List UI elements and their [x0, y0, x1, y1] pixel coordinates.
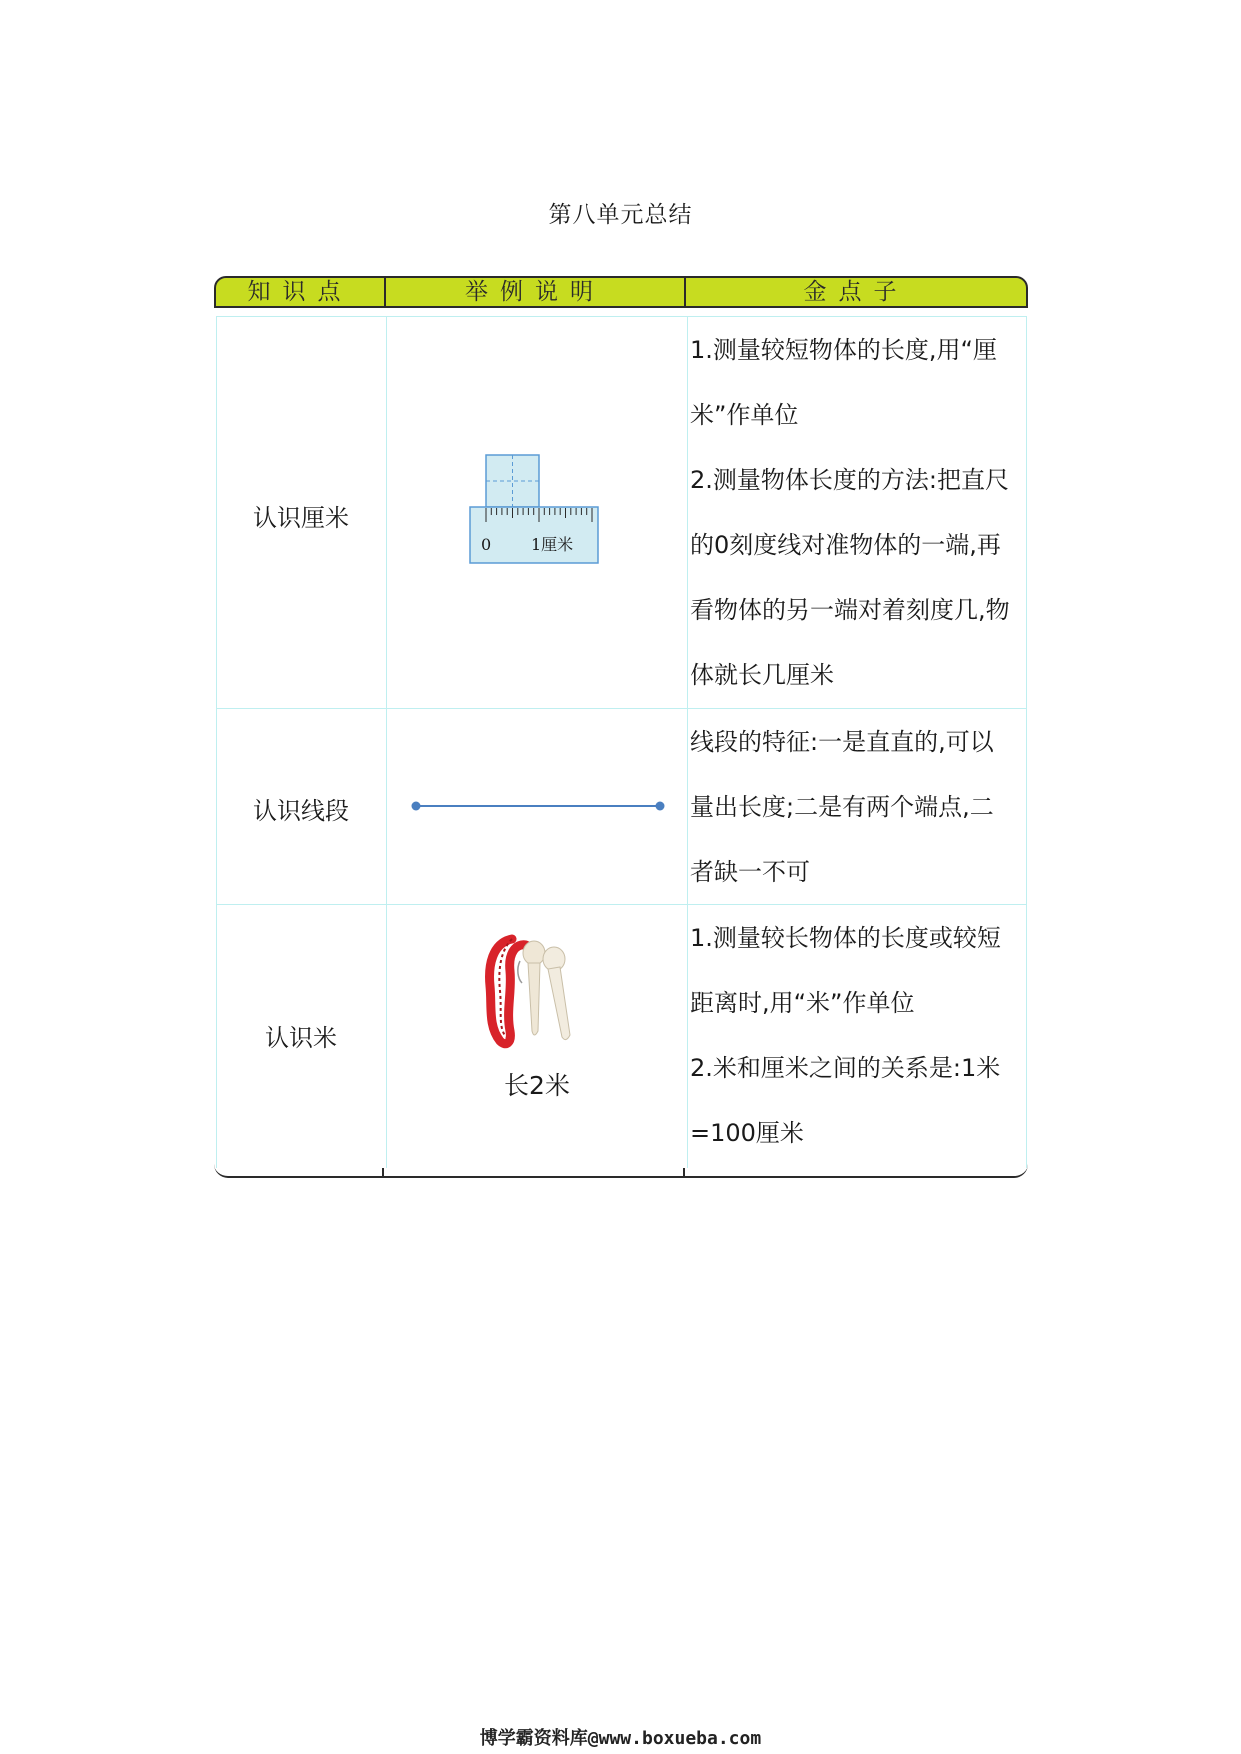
grid-line [687, 316, 688, 1168]
ruler-label-zero: 0 [481, 535, 492, 554]
tip-line: 1.测量较短物体的长度,用“厘 [690, 336, 997, 364]
tip-line: 2.米和厘米之间的关系是:1米 [690, 1054, 1001, 1082]
header-tips: 金点子 [803, 279, 909, 305]
grid-line [216, 708, 1026, 709]
tips-cm [690, 318, 1026, 708]
knowledge-point-line-segment: 认识线段 [253, 797, 349, 825]
tips-line-segment [690, 710, 1026, 905]
tip-line: 者缺一不可 [690, 858, 810, 886]
tip-line: 量出长度;二是有两个端点,二 [690, 793, 994, 821]
line-segment-diagram [408, 796, 668, 816]
summary-table [214, 276, 1028, 1178]
page-footer: 博学霸资料库@www.boxueba.com [479, 1728, 762, 1749]
tips-meter [690, 906, 1026, 1166]
tip-line: 米”作单位 [690, 401, 799, 429]
header-knowledge-point: 知识点 [247, 279, 353, 305]
tip-line: =100厘米 [690, 1119, 804, 1147]
tip-line: 的0刻度线对准物体的一端,再 [690, 531, 1001, 559]
table-header [214, 276, 1028, 308]
rope-caption: 长2米 [504, 1071, 570, 1100]
tip-line: 1.测量较长物体的长度或较短 [690, 924, 1001, 952]
segment-endpoint [412, 802, 421, 811]
jump-rope-icon [482, 931, 582, 1051]
segment-endpoint [656, 802, 665, 811]
tip-line: 2.测量物体长度的方法:把直尺 [690, 466, 1009, 494]
tip-line: 体就长几厘米 [690, 661, 834, 689]
header-example: 举例说明 [465, 279, 605, 305]
tip-line: 距离时,用“米”作单位 [690, 989, 915, 1017]
grid-line [1026, 316, 1027, 1168]
grid-line [386, 316, 387, 1168]
grid-line [216, 316, 1026, 317]
column-tick [382, 1168, 384, 1178]
page-title: 第八单元总结 [548, 202, 693, 228]
tip-line: 看物体的另一端对着刻度几,物 [690, 596, 1010, 624]
ruler-measurement-icon [469, 454, 604, 567]
tip-line: 线段的特征:一是直直的,可以 [690, 728, 994, 756]
knowledge-point-meter: 认识米 [265, 1024, 337, 1052]
column-tick [683, 1168, 685, 1178]
knowledge-point-cm: 认识厘米 [253, 504, 349, 532]
ruler-label-one-cm: 1厘米 [531, 535, 574, 554]
